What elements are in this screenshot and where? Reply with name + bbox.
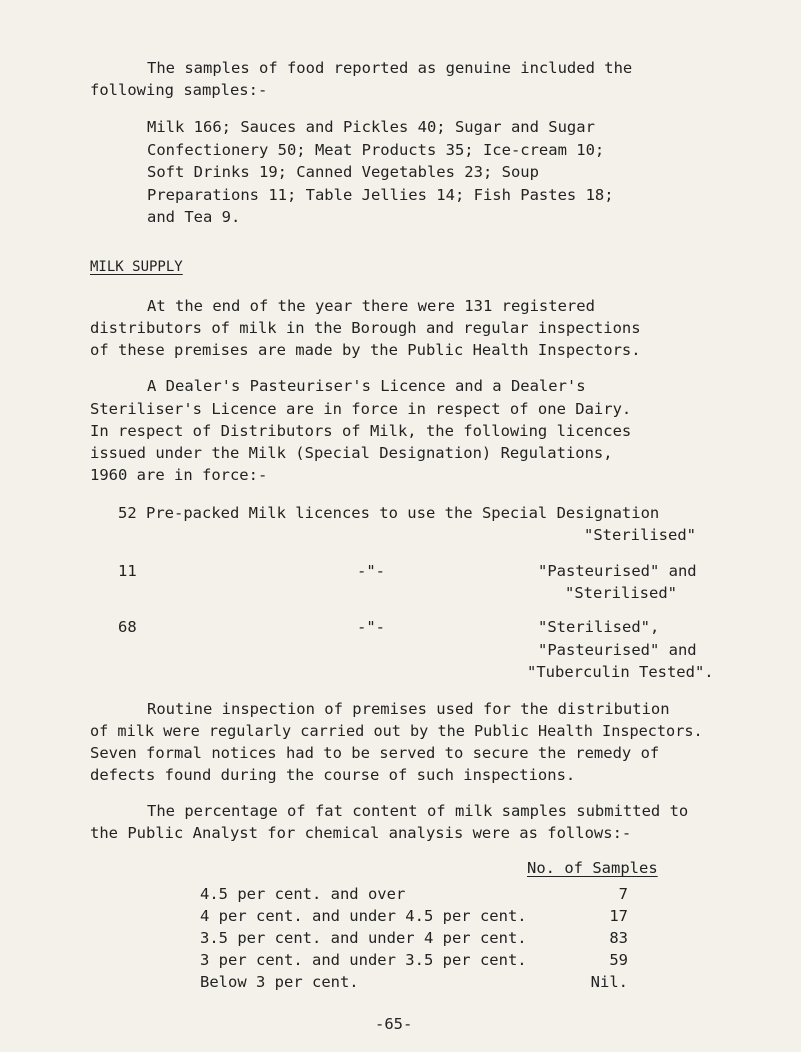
- intro-line-2: following samples:-: [90, 81, 268, 99]
- fat-row-value: Nil.: [590, 973, 628, 991]
- para3-line-1: Routine inspection of premises used for the distribution: [147, 700, 670, 718]
- licence-row-3-ditto: -"-: [357, 618, 385, 636]
- samples-column-header: No. of Samples: [527, 859, 658, 877]
- licence-row-2-designation-1: "Pasteurised" and: [538, 562, 697, 580]
- fat-row-label: 3 per cent. and under 3.5 per cent.: [200, 951, 527, 969]
- licence-row-1-designation: "Sterilised": [584, 526, 696, 544]
- fat-row-value: 59: [609, 951, 628, 969]
- para1-line-1: At the end of the year there were 131 registered: [147, 297, 595, 315]
- samples-line-5: and Tea 9.: [147, 208, 241, 226]
- samples-line-1: Milk 166; Sauces and Pickles 40; Sugar and Sugar: [147, 118, 595, 136]
- page-number: -65-: [375, 1015, 413, 1033]
- para3-line-4: defects found during the course of such inspections.: [90, 766, 576, 784]
- para2-line-1: A Dealer's Pasteuriser's Licence and a Dealer's: [147, 377, 586, 395]
- para3-line-3: Seven formal notices had to be served to secure the remedy of: [90, 744, 660, 762]
- para2-line-3: In respect of Distributors of Milk, the following licences: [90, 422, 632, 440]
- licence-row-3-designation-3: "Tuberculin Tested".: [527, 663, 714, 681]
- fat-row-label: 4.5 per cent. and over: [200, 885, 406, 903]
- section-heading: MILK SUPPLY: [90, 259, 183, 275]
- licence-row-2-designation-2: "Sterilised": [565, 584, 677, 602]
- para2-line-5: 1960 are in force:-: [90, 466, 268, 484]
- para3-line-2: of milk were regularly carried out by the Public Health Inspectors.: [90, 722, 703, 740]
- samples-line-4: Preparations 11; Table Jellies 14; Fish Pastes 18;: [147, 186, 614, 204]
- samples-line-2: Confectionery 50; Meat Products 35; Ice-cream 10;: [147, 141, 605, 159]
- licence-row-2-count: 11: [118, 562, 137, 580]
- licence-row-2-ditto: -"-: [357, 562, 385, 580]
- para2-line-2: Steriliser's Licence are in force in respect of one Dairy.: [90, 400, 632, 418]
- fat-row-value: 7: [618, 885, 628, 903]
- para1-line-2: distributors of milk in the Borough and regular inspections: [90, 319, 641, 337]
- fat-row-value: 17: [609, 907, 628, 925]
- fat-row-label: Below 3 per cent.: [200, 973, 359, 991]
- licence-row-1: 52 Pre-packed Milk licences to use the Special Designation: [118, 504, 660, 522]
- licence-row-3-designation-2: "Pasteurised" and: [538, 641, 697, 659]
- para4-line-1: The percentage of fat content of milk samples submitted to: [147, 802, 689, 820]
- para2-line-4: issued under the Milk (Special Designation) Regulations,: [90, 444, 613, 462]
- fat-row-label: 3.5 per cent. and under 4 per cent.: [200, 929, 527, 947]
- para4-line-2: the Public Analyst for chemical analysis were as follows:-: [90, 824, 632, 842]
- samples-line-3: Soft Drinks 19; Canned Vegetables 23; Soup: [147, 163, 539, 181]
- fat-row-label: 4 per cent. and under 4.5 per cent.: [200, 907, 527, 925]
- licence-row-3-designation-1: "Sterilised",: [538, 618, 660, 636]
- fat-row-value: 83: [609, 929, 628, 947]
- licence-row-3-count: 68: [118, 618, 137, 636]
- intro-line-1: The samples of food reported as genuine included the: [147, 59, 633, 77]
- para1-line-3: of these premises are made by the Public Health Inspectors.: [90, 341, 641, 359]
